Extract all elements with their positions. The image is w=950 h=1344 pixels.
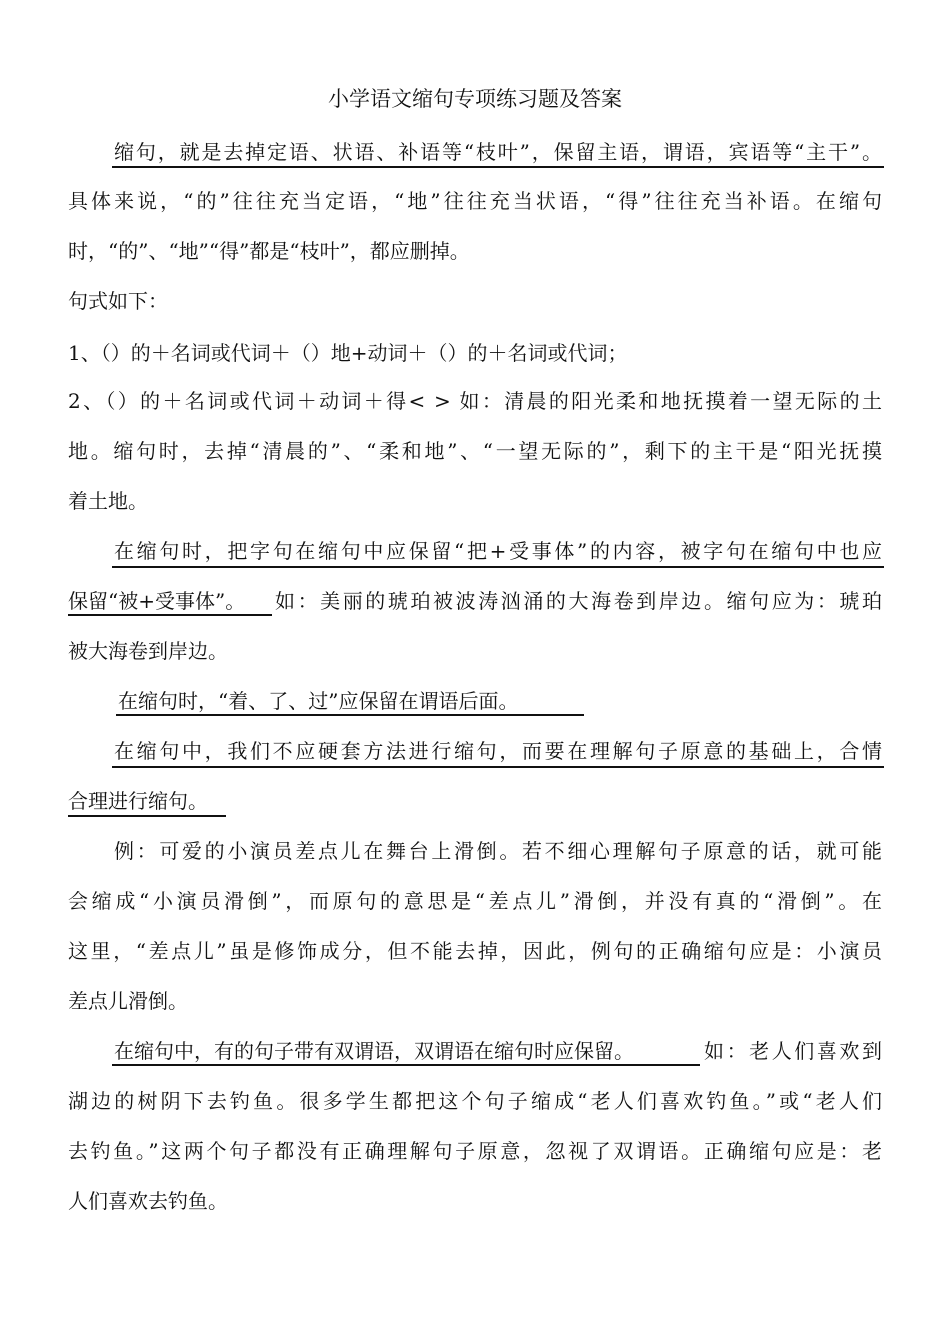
pattern-2-line-3: 着土地。 [68, 489, 148, 513]
double-predicate-rule: 在缩句中，有的句子带有双谓语，双谓语在缩句时应保留。 [114, 1039, 634, 1063]
double-predicate-example-start: 如：老人们喜欢到 [704, 1039, 882, 1063]
ba-bei-line-3: 被大海卷到岸边。 [68, 639, 228, 663]
double-predicate-underline [112, 1064, 700, 1066]
intro-line-1: 缩句，就是去掉定语、状语、补语等“枝叶”，保留主语，谓语，宾语等“主干”。 [114, 140, 882, 164]
intro-line-3: 时，“的”、“地”“得”都是“枝叶”，都应删掉。 [68, 239, 470, 263]
understand-underline-1 [112, 766, 884, 768]
example-line-2: 会缩成“小演员滑倒”，而原句的意思是“差点儿”滑倒，并没有真的“滑倒”。在 [68, 889, 882, 913]
example-line-3: 这里，“差点儿”虽是修饰成分，但不能去掉，因此，例句的正确缩句应是：小演员 [68, 939, 882, 963]
intro-line-2: 具体来说，“的”往往充当定语，“地”往往充当状语，“得”往往充当补语。在缩句 [68, 189, 882, 213]
example-line-1: 例：可爱的小演员差点儿在舞台上滑倒。若不细心理解句子原意的话，就可能 [114, 839, 882, 863]
ba-bei-line-2-rule: 保留“被+受事体”。 [68, 589, 246, 613]
pattern-1: 1、（）的＋名词或代词＋（）地+动词＋（）的＋名词或代词； [68, 341, 628, 365]
patterns-heading: 句式如下： [68, 289, 168, 313]
document-title: 小学语文缩句专项练习题及答案 [328, 87, 622, 111]
understand-underline-2 [68, 815, 226, 817]
double-predicate-line-3: 去钓鱼。”这两个句子都没有正确理解句子原意，忽视了双谓语。正确缩句应是：老 [68, 1139, 882, 1163]
example-line-4: 差点儿滑倒。 [68, 989, 188, 1013]
understand-line-2: 合理进行缩句。 [68, 789, 208, 813]
ba-bei-line-2-example: 如：美丽的琥珀被波涛汹涌的大海卷到岸边。缩句应为：琥珀 [275, 589, 882, 613]
particles-underline [116, 714, 584, 716]
ba-bei-underline-2 [68, 614, 272, 616]
double-predicate-line-4: 人们喜欢去钓鱼。 [68, 1189, 228, 1213]
pattern-2-line-1: 2、（）的＋名词或代词＋动词＋得< > 如：清晨的阳光柔和地抚摸着一望无际的土 [68, 389, 882, 413]
ba-bei-line-1: 在缩句时，把字句在缩句中应保留“把+受事体”的内容，被字句在缩句中也应 [114, 539, 882, 563]
understand-line-1: 在缩句中，我们不应硬套方法进行缩句，而要在理解句子原意的基础上，合情 [114, 739, 882, 763]
pattern-2-line-2: 地。缩句时，去掉“清晨的”、“柔和地”、“一望无际的”，剩下的主干是“阳光抚摸 [68, 439, 882, 463]
ba-bei-underline-1 [112, 566, 884, 568]
double-predicate-line-2: 湖边的树阴下去钓鱼。很多学生都把这个句子缩成“老人们喜欢钓鱼。”或“老人们 [68, 1089, 882, 1113]
intro-underline [112, 166, 884, 168]
particles-line: 在缩句时，“着、了、过”应保留在谓语后面。 [118, 689, 519, 713]
